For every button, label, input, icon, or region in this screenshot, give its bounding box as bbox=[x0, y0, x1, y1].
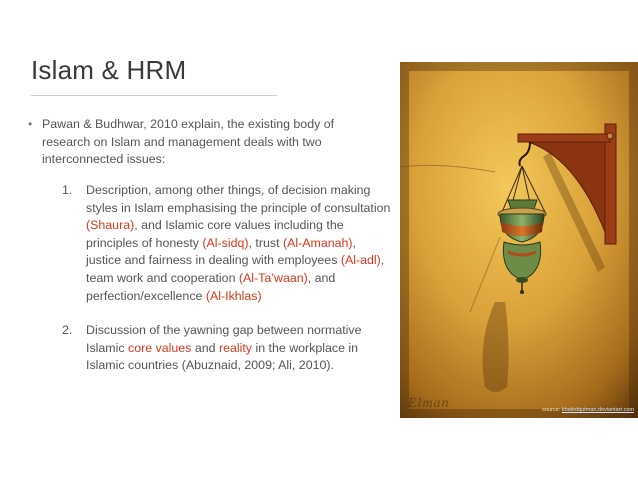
image-source-credit bbox=[542, 407, 634, 413]
text-run: , trust bbox=[248, 235, 283, 250]
text-run: Description, among other things, of decision making styles in Islam emphasising the principle of consultation bbox=[86, 183, 391, 215]
source-label: source: bbox=[542, 407, 562, 413]
bullet-point bbox=[28, 116, 368, 169]
list-item-2 bbox=[62, 322, 392, 375]
term-reality: reality bbox=[218, 340, 252, 355]
slide-title: Islam & HRM bbox=[31, 55, 187, 85]
lantern-illustration bbox=[400, 62, 638, 418]
term-al-ikhlas: (Al-Ikhlas) bbox=[205, 288, 262, 303]
text-run: Discussion of the yawning gap between normative Islamic bbox=[86, 323, 362, 355]
bullet-text: Pawan & Budhwar, 2010 explain, the existing body of research on Islam and management deals with two interconnected issues: bbox=[42, 117, 335, 167]
list-item-text bbox=[86, 183, 390, 303]
term-al-tawaan: (Al-Ta’waan) bbox=[238, 270, 308, 285]
term-al-adl: (Al-adl) bbox=[340, 253, 381, 268]
term-shaura: (Shaura) bbox=[86, 218, 135, 233]
list-number: 2. bbox=[62, 323, 73, 338]
text-run: , team work and cooperation bbox=[86, 253, 385, 285]
text-run: , justice and fairness in dealing with employees bbox=[86, 235, 356, 268]
text-run: in the workplace in Islamic countries (Abuznaid, 2009; Ali, 2010). bbox=[86, 340, 359, 373]
text-run: , and perfection/excellence bbox=[86, 270, 336, 303]
term-al-sidq: (Al-sidq) bbox=[202, 235, 249, 250]
text-run: , and Islamic core values including the principles of honesty bbox=[86, 218, 344, 250]
numbered-list bbox=[62, 182, 392, 392]
list-item-text bbox=[86, 323, 362, 372]
title-divider bbox=[31, 95, 277, 96]
list-item-1 bbox=[62, 182, 392, 305]
source-link[interactable]: khaledqutman.deviantart.com bbox=[561, 407, 634, 413]
list-number: 1. bbox=[62, 183, 73, 197]
term-al-amanah: (Al-Amanah) bbox=[282, 235, 353, 250]
term-core-values: core values bbox=[128, 340, 192, 355]
text-run: and bbox=[191, 340, 219, 355]
photographer-signature-logo: Elman bbox=[408, 396, 450, 411]
lantern-photo bbox=[400, 62, 638, 418]
bullet-dot-icon: • bbox=[28, 117, 33, 131]
